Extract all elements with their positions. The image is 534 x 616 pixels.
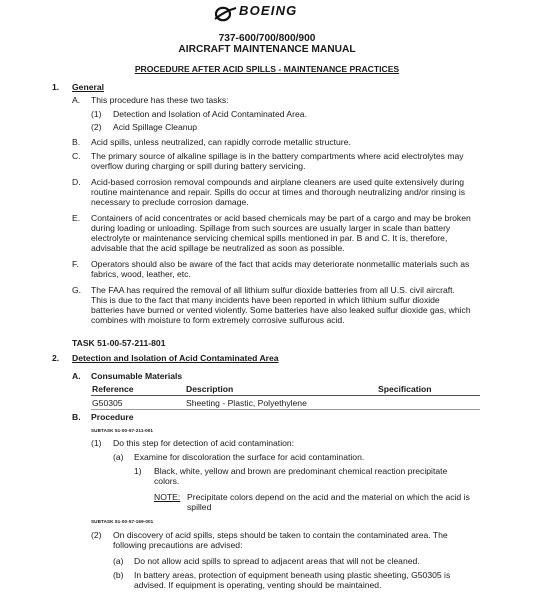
step-2b-line: advised. If equipment is operating, venting should be maintained. [134,580,382,590]
step-2-label: (2) [91,530,102,540]
section-2-title: Detection and Isolation of Acid Contaminated Area [72,353,279,363]
para-b-label: B. [72,137,81,147]
step-2-line: following precautions are advised: [113,540,243,550]
consumables-label: A. [72,371,81,381]
para-b-text: Acid spills, unless neutralized, can rapidly corrode metallic structure. [91,137,351,147]
table-cell-reference: G50305 [92,398,123,408]
para-f-label: F. [72,259,79,269]
para-a1-text: Detection and Isolation of Acid Contaminated Area. [113,109,307,119]
step-2b-line: In battery areas, protection of equipment beneath using plastic sheeting, G50305 is [134,570,451,580]
step-1a1-label: 1) [134,466,142,476]
para-a1-label: (1) [91,109,102,119]
note-label: NOTE: [154,492,181,502]
para-g-line: This is due to the fact that many incidents have been reported in which lithium sulfur dioxide [91,295,440,305]
step-1a-label: (a) [113,452,124,462]
step-1a1-line: Black, white, yellow and brown are predominant chemical reaction precipitate [154,466,448,476]
para-g-line: combines with moisture to form extremely corrosive sulfurous acid. [91,315,345,325]
para-d-line: routine maintenance and repair. Spills do occur at times and thorough neutralizing and/or rinsing is [91,187,466,197]
para-c-line: The primary source of alkaline spillage is in the battery compartments where acid electrolytes may [91,151,464,161]
step-2a-label: (a) [113,556,124,566]
table-cell-description: Sheeting - Plastic, Polyethylene [186,398,307,408]
note-line: spilled [187,502,212,512]
para-e-line: during loading or unloading. Spillage from such sources are usually larger in scale than battery [91,223,451,233]
para-e-line: Containers of acid concentrates or acid based chemicals may be part of a cargo and may be broken [91,213,471,223]
para-a-label: A. [72,95,81,105]
para-e-line: advisable that the acid spillage be neutralized as soon as possible. [91,243,345,253]
para-g-line: The FAA has required the removal of all lithium sulfur dioxide batteries from all U.S. civil aircraft. [91,285,455,295]
consumables-title: Consumable Materials [91,371,183,381]
para-c-line: overflow during charging or spill during battery servicing. [91,161,306,171]
boeing-symbol-icon [213,6,237,22]
para-a2-label: (2) [91,122,102,132]
manual-title: AIRCRAFT MAINTENANCE MANUAL [178,44,356,55]
table-header-specification: Specification [378,384,432,394]
para-f-line: Operators should also be aware of the fact that acids may deteriorate nonmetallic materials such as [91,259,470,269]
para-e-label: E. [72,213,81,223]
table-header-rule [91,395,480,396]
para-g-line: batteries have burned or vented violently. Some batteries have also leaked sulfur dioxide gas, which [91,305,471,315]
step-1a1-line: colors. [154,476,180,486]
para-d-line: Acid-based corrosion removal compounds and airplane cleaners are used quite extensively during [91,177,465,187]
table-header-description: Description [186,384,234,394]
para-a2-text: Acid Spillage Cleanup [113,122,198,132]
para-a-text: This procedure has these two tasks: [91,95,229,105]
para-d-label: D. [72,177,81,187]
para-e-line: electrolyte or maintenance servicing chemical spills mentioned in par. B and C. It is, therefore, [91,233,448,243]
step-2b-label: (b) [113,570,124,580]
section-1-title: General [72,82,105,92]
step-2-line: On discovery of acid spills, steps should be taken to contain the contaminated area. The [113,530,448,540]
step-1-label: (1) [91,438,102,448]
note-line: Precipitate colors depend on the acid and the material on which the acid is [187,492,470,502]
task-id: TASK 51-00-57-211-801 [72,338,166,348]
step-2a-text: Do not allow acid spills to spread to adjacent areas that will not be cleaned. [134,556,420,566]
procedure-title-b: Procedure [91,412,134,422]
table-bottom-rule [91,409,480,410]
subtask-1-id: SUBTASK 51-00-57-211-001 [91,428,154,433]
para-f-line: fabrics, wood, leather, etc. [91,269,191,279]
step-1a-text: Examine for discoloration the surface for acid contamination. [134,452,365,462]
subtask-2-id: SUBTASK 51-00-57-169-001 [91,519,154,524]
procedure-label: B. [72,412,81,422]
brand-wordmark: BOEING [239,3,298,18]
para-g-label: G. [72,285,82,295]
section-1-number: 1. [52,82,60,92]
step-1-text: Do this step for detection of acid contamination: [113,438,295,448]
table-header-reference: Reference [92,384,134,394]
para-d-line: necessary to preclude corrosion damage. [91,197,249,207]
procedure-title: PROCEDURE AFTER ACID SPILLS - MAINTENANCE PRACTICES [134,64,400,74]
aircraft-models: 737-600/700/800/900 [218,33,316,44]
section-2-number: 2. [52,353,60,363]
para-c-label: C. [72,151,81,161]
